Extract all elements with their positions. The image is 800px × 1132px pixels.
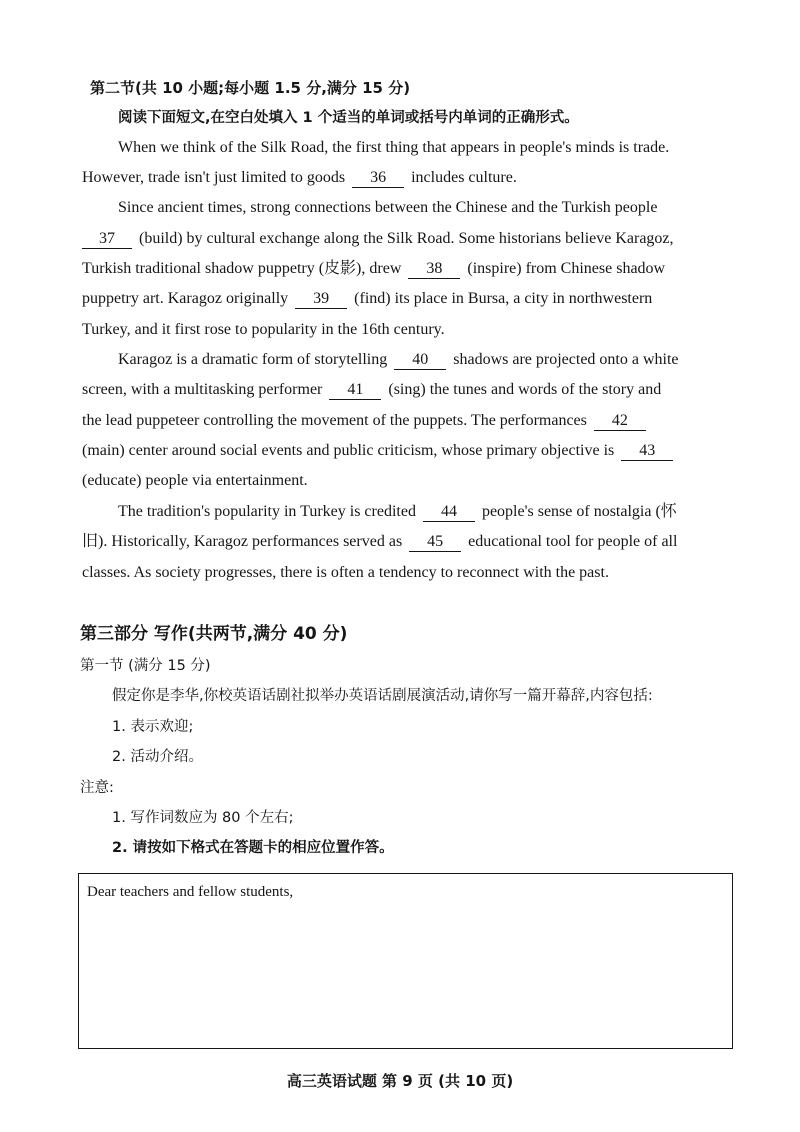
- p4-line1-text-a: The tradition's popularity in Turkey is credited: [118, 503, 416, 520]
- writing-prompt: 假定你是李华,你校英语话剧社拟举办英语话剧展演活动,请你写一篇开幕辞,内容包括:: [112, 688, 653, 704]
- blank-44: 44: [423, 503, 475, 522]
- answer-box: [78, 873, 733, 1049]
- p4-line2: [82, 532, 677, 552]
- p3-line1: [118, 350, 679, 370]
- p4-line1-text-b: people's sense of nostalgia (怀: [481, 503, 677, 520]
- p2-line4: [82, 289, 652, 309]
- section2-heading: 第二节(共 10 小题;每小题 1.5 分,满分 15 分): [90, 79, 411, 97]
- p3-line1-text-b: shadows are projected onto a white: [453, 351, 679, 368]
- answer-box-salutation: Dear teachers and fellow students,: [87, 884, 294, 900]
- section2-instruction: 阅读下面短文,在空白处填入 1 个适当的单词或括号内单词的正确形式。: [118, 110, 579, 126]
- blank-40: 40: [394, 351, 446, 370]
- p1-line2-text-b: includes culture.: [411, 169, 517, 186]
- p1-line2: [82, 168, 517, 188]
- p1-line2-text-a: However, trade isn't just limited to goods: [82, 169, 346, 186]
- p2-line3: [82, 259, 665, 279]
- p4-line1: [118, 502, 677, 522]
- p2-line1: Since ancient times, strong connections between the Chinese and the Turkish people: [118, 199, 658, 216]
- page-footer: 高三英语试题 第 9 页 (共 10 页): [286, 1072, 514, 1090]
- note-1: 1. 写作词数应为 80 个左右;: [112, 810, 294, 826]
- p3-line2: [82, 380, 661, 400]
- part3-section1-heading: 第一节 (满分 15 分): [80, 658, 211, 674]
- p2-line2: [82, 229, 674, 249]
- p2-line2-text: (build) by cultural exchange along the Silk Road. Some historians believe Karagoz,: [139, 230, 674, 247]
- p3-line5: (educate) people via entertainment.: [82, 472, 308, 489]
- part3-heading: 第三部分 写作(共两节,满分 40 分): [80, 624, 348, 644]
- blank-37: 37: [82, 230, 132, 249]
- notice-label: 注意:: [80, 780, 114, 796]
- blank-43: 43: [621, 442, 673, 461]
- prompt-item-1: 1. 表示欢迎;: [112, 719, 194, 735]
- p4-line2-text-b: educational tool for people of all: [468, 533, 678, 550]
- blank-45: 45: [409, 533, 461, 552]
- p3-line3-text-a: the lead puppeteer controlling the movement of the puppets. The performances: [82, 412, 587, 429]
- p2-line5: Turkey, and it first rose to popularity in the 16th century.: [82, 321, 445, 338]
- note-2: 2. 请按如下格式在答题卡的相应位置作答。: [112, 840, 394, 856]
- blank-42: 42: [594, 412, 646, 431]
- p3-line4: [82, 441, 676, 461]
- p1-line1: When we think of the Silk Road, the first thing that appears in people's minds is trade.: [118, 139, 670, 156]
- p3-line3: [82, 411, 649, 431]
- p4-line3: classes. As society progresses, there is often a tendency to reconnect with the past.: [82, 564, 609, 581]
- p2-line3-text-a: Turkish traditional shadow puppetry (皮影), drew: [82, 260, 402, 277]
- p3-line1-text-a: Karagoz is a dramatic form of storytelling: [118, 351, 388, 368]
- blank-41: 41: [329, 381, 381, 400]
- blank-36: 36: [352, 169, 404, 188]
- blank-39: 39: [295, 290, 347, 309]
- prompt-item-2: 2. 活动介绍。: [112, 749, 203, 765]
- blank-38: 38: [408, 260, 460, 279]
- p3-line4-text-a: (main) center around social events and public criticism, whose primary objective is: [82, 442, 615, 459]
- p2-line4-text-b: (find) its place in Bursa, a city in northwestern: [354, 290, 653, 307]
- p3-line2-text-a: screen, with a multitasking performer: [82, 381, 323, 398]
- p4-line2-text-a: 旧). Historically, Karagoz performances served as: [82, 533, 403, 550]
- p2-line3-text-b: (inspire) from Chinese shadow: [467, 260, 666, 277]
- p3-line2-text-b: (sing) the tunes and words of the story and: [388, 381, 662, 398]
- p2-line4-text-a: puppetry art. Karagoz originally: [82, 290, 289, 307]
